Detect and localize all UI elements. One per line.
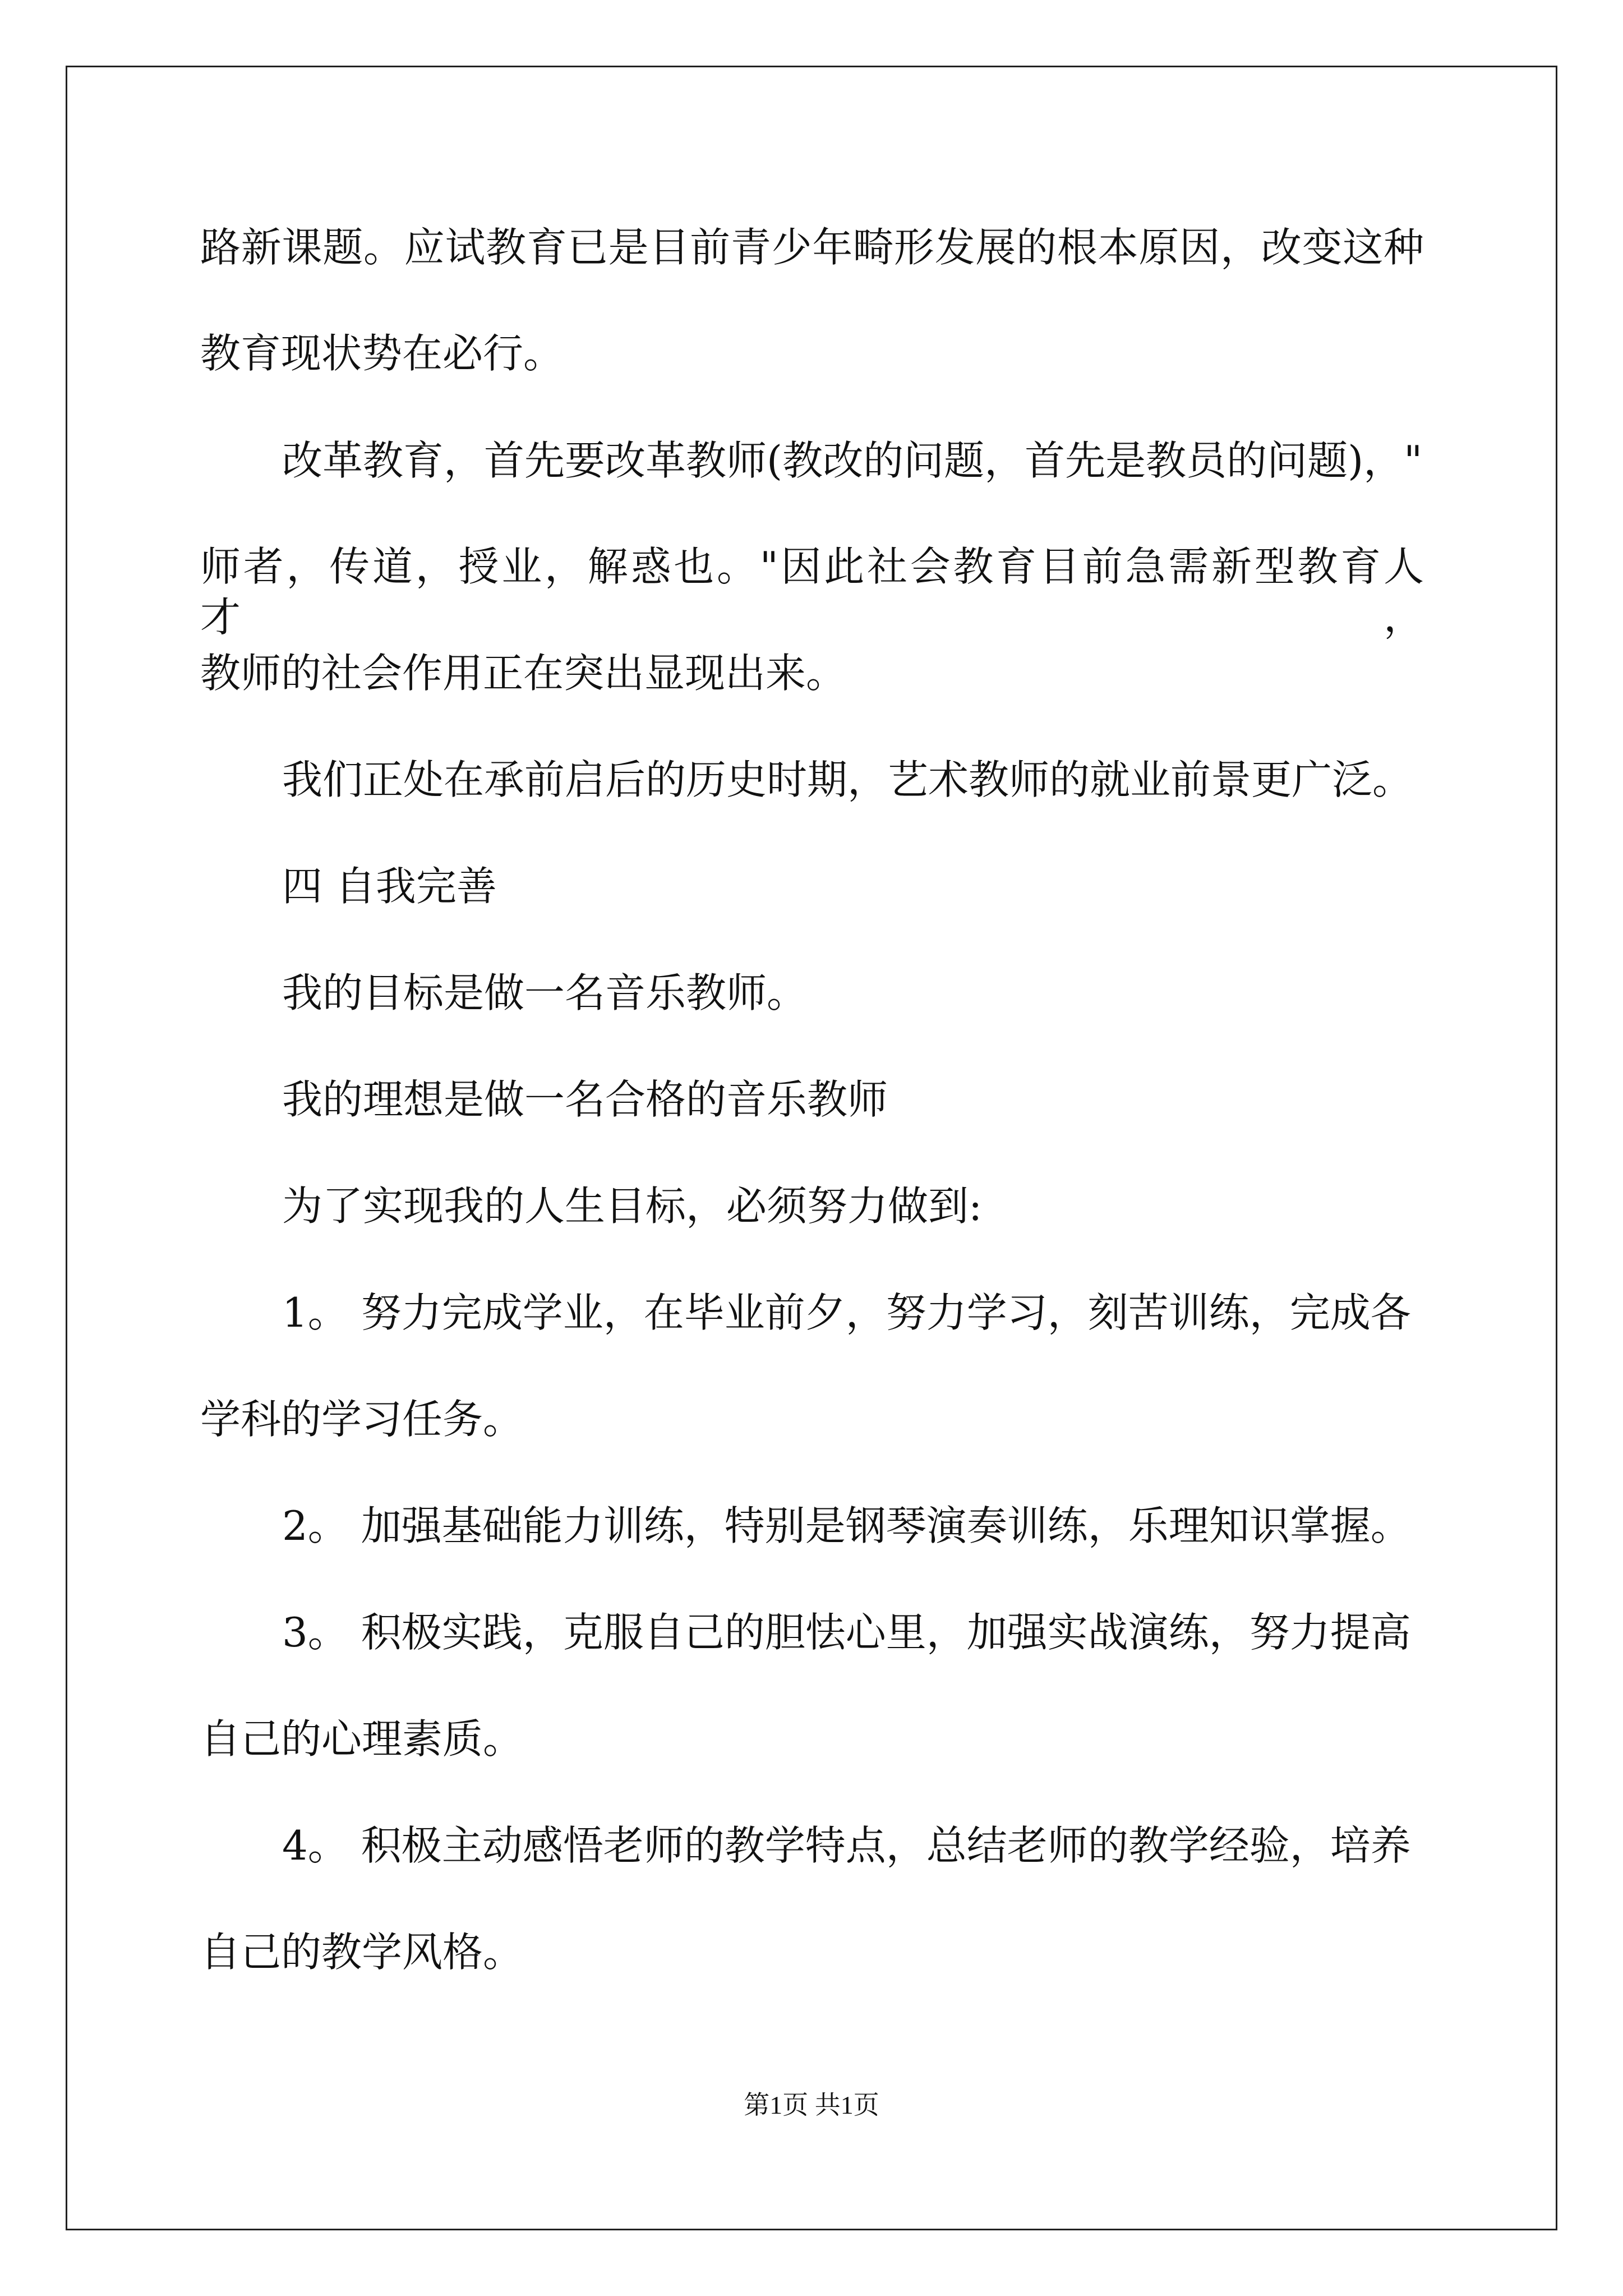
- text-line: 我的目标是做一名音乐教师。: [282, 969, 808, 1016]
- page-number-footer: 第1页 共1页: [744, 2091, 879, 2119]
- text-line: 为了实现我的人生目标，必须努力做到:: [282, 1182, 983, 1230]
- text-line: 我的理想是做一名合格的音乐教师: [282, 1076, 888, 1123]
- text-line: 我们正处在承前启后的历史时期，艺术教师的就业前景更广泛。: [282, 756, 1413, 803]
- page-border: [66, 66, 1557, 2230]
- list-item: 4。 积极主动感悟老师的教学特点，总结老师的教学经验，培养: [282, 1822, 1411, 1869]
- list-item: 2。 加强基础能力训练，特别是钢琴演奏训练，乐理知识掌握。: [282, 1502, 1411, 1549]
- text-line: 改革教育，首先要改革教师(教改的问题，首先是教员的问题)，": [282, 437, 1423, 484]
- list-item: 1。 努力完成学业，在毕业前夕，努力学习，刻苦训练，完成各: [282, 1289, 1411, 1336]
- section-heading: 四 自我完善: [282, 863, 497, 910]
- text-line: 自己的教学风格。: [200, 1929, 524, 1976]
- text-line: 路新课题。应试教育已是目前青少年畸形发展的根本原因，改变这种: [200, 224, 1424, 271]
- text-line: 师者，传道，授业，解惑也。"因此社会教育目前急需新型教育人才，: [200, 543, 1424, 641]
- text-line: 教育现状势在必行。: [200, 330, 564, 377]
- text-line: 学科的学习任务。: [200, 1396, 524, 1443]
- text-line: 自己的心理素质。: [200, 1715, 524, 1763]
- text-line: 教师的社会作用正在突出显现出来。: [200, 650, 847, 697]
- list-item: 3。 积极实践，克服自己的胆怯心里，加强实战演练，努力提高: [282, 1609, 1411, 1656]
